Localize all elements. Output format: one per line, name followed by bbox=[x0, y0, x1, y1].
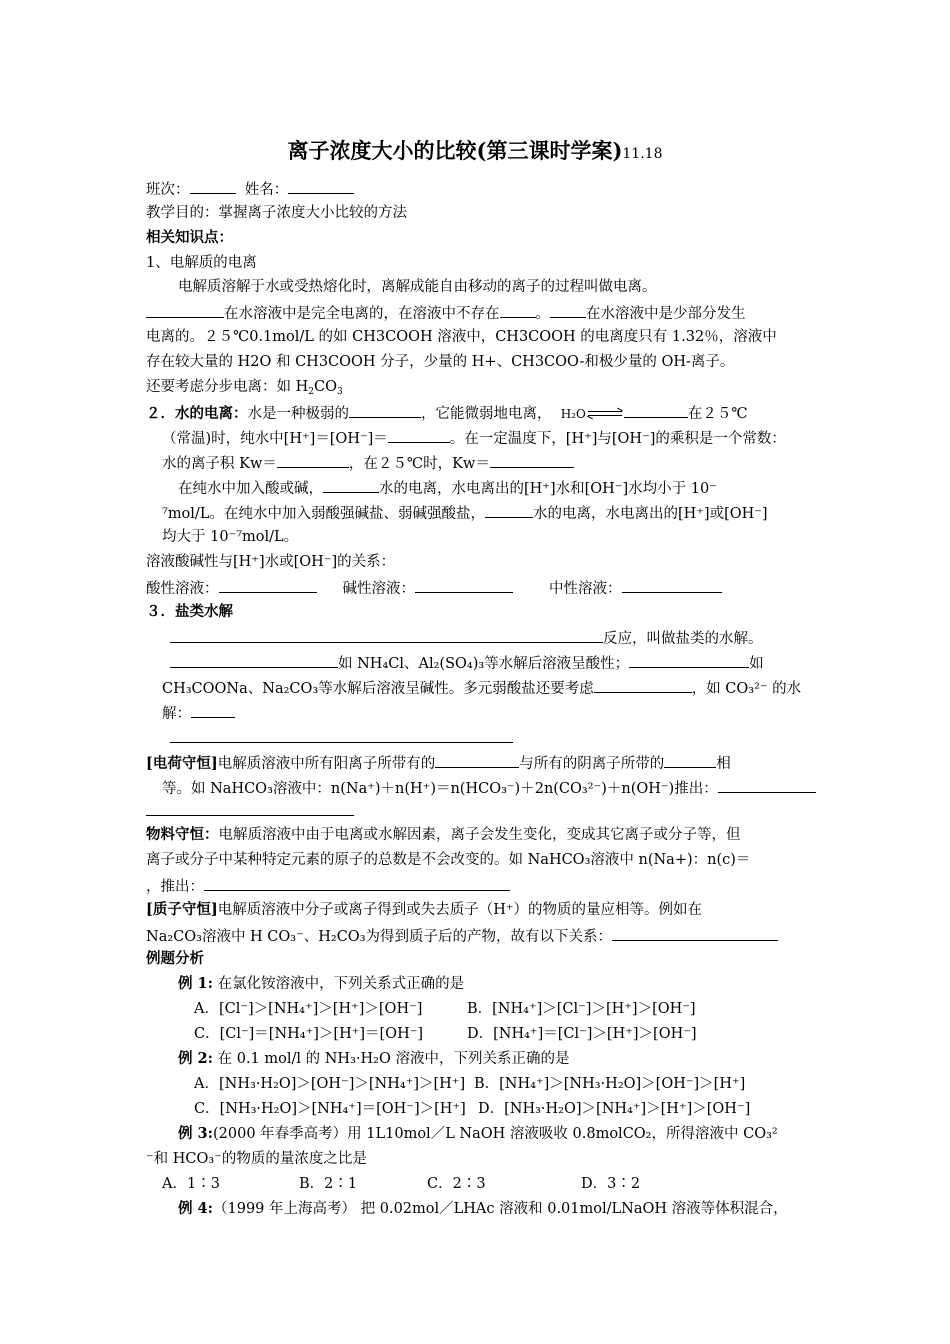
example-1-question: 例 1: 在氯化铵溶液中，下列关系式正确的是 bbox=[178, 975, 465, 992]
hydrolysis-definition-blank[interactable] bbox=[170, 627, 603, 643]
neutral-blank[interactable] bbox=[622, 577, 722, 593]
charge-result-blank[interactable] bbox=[718, 777, 816, 793]
example-1-option-d[interactable]: D．[NH₄⁺]＝[Cl⁻]＞[H⁺]＞[OH⁻] bbox=[467, 1026, 697, 1042]
acidic-blank[interactable] bbox=[219, 577, 317, 593]
stepwise-hydrolysis-blank[interactable] bbox=[594, 677, 692, 693]
s2-line-7: 溶液酸碱性与[H⁺]水或[OH⁻]的关系： bbox=[146, 554, 396, 570]
example-1-option-a[interactable]: A．[Cl⁻]＞[NH₄⁺]＞[H⁺]＞[OH⁻] bbox=[194, 1001, 423, 1017]
s1-line-5: 还要考虑分步电离：如 $H_2CO_3$ bbox=[146, 379, 343, 397]
charge-line-1: [电荷守恒]电解质溶液中所有阳离子所带有的 与所有的阴离子所带的 相 bbox=[146, 752, 731, 774]
inhibit-blank[interactable] bbox=[323, 477, 379, 493]
acidic-salt-blank[interactable] bbox=[170, 652, 338, 668]
s2-line-2: （常温)时，纯水中[H⁺]＝[OH⁻]＝ 。在一定温度下，[H⁺]与[OH⁻]的乘积是一个常数： bbox=[162, 427, 786, 449]
name-blank[interactable] bbox=[288, 178, 354, 194]
negative-charge-blank[interactable] bbox=[664, 752, 716, 768]
ionization-blank[interactable] bbox=[624, 402, 688, 418]
charge-conservation-heading: [电荷守恒] bbox=[146, 755, 218, 772]
class-blank[interactable] bbox=[190, 178, 236, 194]
s2-line-3: 水的离子积 Kw＝ ，在２５℃时，Kw＝ bbox=[162, 452, 574, 474]
material-line-1: 物料守恒：电解质溶液中由于电离或水解因素，离子会发生变化，变成其它离子或分子等，但 bbox=[146, 826, 741, 843]
examples-heading: 例题分析 bbox=[146, 950, 204, 967]
s2-line-5: ⁷mol/L。在纯水中加入弱酸强碱盐、弱碱强酸盐， 水的电离，水电离出的[H⁺]或[OH⁻] bbox=[162, 502, 768, 524]
example-2-option-d[interactable]: D．[NH₃·H₂O]＞[NH₄⁺]＞[H⁺]＞[OH⁻] bbox=[478, 1101, 751, 1117]
example-1-option-c[interactable]: C．[Cl⁻]＝[NH₄⁺]＞[H⁺]＝[OH⁻] bbox=[194, 1026, 424, 1042]
s2-line-4: 在纯水中加入酸或碱， 水的电离，水电离出的[H⁺]水和[OH⁻]水均小于 10⁻ bbox=[178, 477, 717, 499]
s3-line-4: 解： bbox=[162, 702, 235, 724]
s1-line-3: 电离的。２５℃0.1mol/L 的如 CH3COOH 溶液中，CH3COOH 的电离度只有 1.32％，溶液中 bbox=[146, 329, 777, 345]
proton-line-2: Na₂CO₃溶液中 H CO₃⁻、H₂CO₃为得到质子后的产物，故有以下关系： bbox=[146, 925, 778, 947]
material-conservation-heading: 物料守恒： bbox=[146, 826, 219, 843]
example-3-question: 例 3:(2000 年春季高考）用 1L10mol／L NaOH 溶液吸收 0.8molCO₂，所得溶液中 CO₃² bbox=[178, 1125, 778, 1142]
charge-result-blank-2[interactable] bbox=[146, 800, 354, 816]
section-1-heading: 1、电解质的电离 bbox=[146, 255, 257, 271]
example-3-option-c[interactable]: C．2∶3 bbox=[427, 1176, 486, 1192]
concentration-blank[interactable] bbox=[388, 427, 450, 443]
s3-line-1: 反应，叫做盐类的水解。 bbox=[170, 627, 763, 649]
example-3-question-2: ⁻和 HCO₃⁻的物质的量浓度之比是 bbox=[146, 1151, 367, 1167]
strong-electrolyte-blank[interactable] bbox=[146, 302, 224, 318]
material-line-3: ，推出： bbox=[146, 875, 510, 897]
s2-line-6: 均大于 10⁻⁷mol/L。 bbox=[162, 529, 299, 545]
s1-line-1: 电解质溶解于水或受热熔化时，离解成能自由移动的离子的过程叫做电离。 bbox=[178, 279, 657, 295]
title-text: 离子浓度大小的比较(第三课时学案) bbox=[287, 138, 623, 163]
carbonate-hydrolysis-blank[interactable] bbox=[191, 702, 235, 718]
s3-line-2: 如 NH₄Cl、Al₂(SO₄)₃等水解后溶液呈酸性； 如 bbox=[170, 652, 764, 674]
page-title bbox=[0, 137, 950, 168]
basic-salt-blank[interactable] bbox=[629, 652, 749, 668]
basic-blank[interactable] bbox=[415, 577, 513, 593]
kw-value-blank[interactable] bbox=[490, 452, 574, 468]
proton-result-blank[interactable] bbox=[612, 925, 778, 941]
promote-blank[interactable] bbox=[485, 502, 533, 518]
charge-line-3 bbox=[146, 800, 354, 822]
title-date: 11.18 bbox=[622, 146, 663, 162]
acidity-line: 酸性溶液： 碱性溶液： 中性溶液： bbox=[146, 577, 722, 599]
example-1-option-b[interactable]: B．[NH₄⁺]＞[Cl⁻]＞[H⁺]＞[OH⁻] bbox=[467, 1001, 696, 1017]
s3-line-5 bbox=[170, 727, 513, 749]
example-3-option-a[interactable]: A．1∶3 bbox=[162, 1176, 220, 1192]
example-2-option-c[interactable]: C．[NH₃·H₂O]＞[NH₄⁺]＝[OH⁻]＞[H⁺] bbox=[194, 1101, 466, 1117]
charge-line-2: 等。如 NaHCO₃溶液中：n(Na⁺)＋n(H⁺)＝n(HCO₃⁻)＋2n(CO₃²⁻)＋n(OH⁻)推出： bbox=[162, 777, 816, 799]
equilibrium-arrow-icon bbox=[588, 408, 622, 420]
section-heading-knowledge: 相关知识点： bbox=[146, 229, 233, 246]
s2-line-1: ２．水的电离：水是一种极弱的 ，它能微弱地电离， H₂O 在２５℃ bbox=[146, 402, 748, 424]
example-2-question: 例 2: 在 0.1 mol/l 的 NH₃·H₂O 溶液中，下列关系正确的是 bbox=[178, 1050, 570, 1067]
material-line-2: 离子或分子中某种特定元素的原子的总数是不会改变的。如 NaHCO₃溶液中 n(Na+)：n(c)＝ bbox=[146, 852, 751, 868]
material-result-blank[interactable] bbox=[204, 875, 510, 891]
carbonate-hydrolysis-blank-2[interactable] bbox=[170, 727, 513, 743]
proton-conservation-heading: [质子守恒] bbox=[146, 901, 218, 918]
section-3-heading: ３．盐类水解 bbox=[146, 603, 233, 620]
proton-line-1: [质子守恒]电解质溶液中分子或离子得到或失去质子（H⁺）的物质的量应相等。例如在 bbox=[146, 901, 703, 918]
example-4-question: 例 4:（1999 年上海高考） 把 0.02mol／LHAc 溶液和 0.01mol/LNaOH 溶液等体积混合， bbox=[178, 1200, 788, 1217]
weak-electrolyte-water-blank[interactable] bbox=[349, 402, 421, 418]
s3-line-3: CH₃COONa、Na₂CO₃等水解后溶液呈碱性。多元弱酸盐还要考虑 ，如 CO₃²⁻ 的水 bbox=[162, 677, 801, 699]
s1-line-4: 存在较大量的 H2O 和 CH3COOH 分子，少量的 H+、CH3COO-和极少量的 OH-离子。 bbox=[146, 354, 735, 370]
example-3-option-b[interactable]: B．2∶1 bbox=[299, 1176, 358, 1192]
objective: 教学目的：掌握离子浓度大小比较的方法 bbox=[146, 205, 407, 221]
weak-electrolyte-blank[interactable] bbox=[550, 302, 586, 318]
section-2-heading: 水的电离： bbox=[175, 405, 248, 422]
example-3-option-d[interactable]: D．3∶2 bbox=[581, 1176, 641, 1192]
positive-charge-blank[interactable] bbox=[435, 752, 519, 768]
example-2-option-b[interactable]: B．[NH₄⁺]＞[NH₃·H₂O]＞[OH⁻]＞[H⁺] bbox=[474, 1076, 746, 1092]
kw-expression-blank[interactable] bbox=[277, 452, 349, 468]
absent-blank[interactable] bbox=[500, 302, 536, 318]
s1-line-2: 在水溶液中是完全电离的，在溶液中不存在 。 在水溶液中是少部分发生 bbox=[146, 302, 746, 324]
example-2-option-a[interactable]: A．[NH₃·H₂O]＞[OH⁻]＞[NH₄⁺]＞[H⁺] bbox=[194, 1076, 466, 1092]
class-name-line: 班次： 姓名： bbox=[146, 178, 354, 200]
